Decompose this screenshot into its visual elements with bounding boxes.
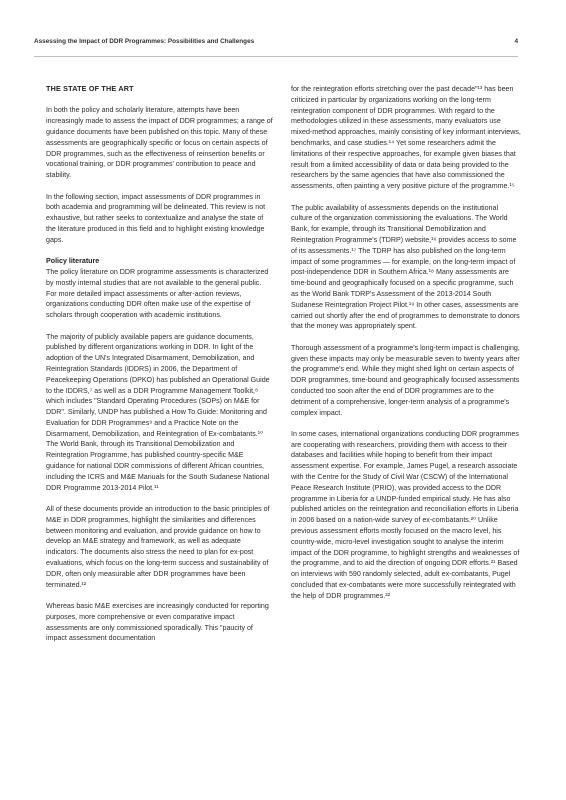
paragraph-public-availability: The public availability of assessments depends on the institutional culture of the organization commissioning the evaluations. The World Bank, for example, through its Transitional Demobilization and Reintegration Programme's (TDRP) website,¹⁶ provides access to some of its assessments.¹⁷ The TDRP has also published on the long-term impact of some programmes — for example, on the long-term impact of post-independence DDR in Southern Africa.¹⁸ Many assessments are time-bound and geographically focused on a specific programme, such as the World Bank TDRP's Assessment of the 2013-2014 South Sudanese Reintegration Project Pilot.¹⁹ In other cases, assessments are carried out shortly after the end of programmes to demonstrate to donors that the money was appropriately spent. bbox=[291, 203, 520, 331]
paragraph-me-principles: All of these documents provide an introduction to the basic principles of M&E in DDR programmes, highlight the similarities and differences between monitoring and evaluation, and provide guidance on how to develop an M&E strategy and framework, as well as adequate indicators. The documents also stress the need to plan for ex-post evaluations, which focus on the long-term success and sustainability of DDR, often only measurable after DDR programmes have been terminated.¹² bbox=[46, 505, 270, 589]
paragraph-section-overview: In the following section, impact assessments of DDR programmes in both academia and programming will be delineated. This review is not exhaustive, but rather seeks to contextualize and analyse the state of the literature produced in this field and to highlight existing knowledge gaps. bbox=[46, 192, 266, 244]
paragraph-policy-literature: The policy literature on DDR programme assessments is characterized by mostly internal studies that are not available to the general public. For more detailed impact assessments or after-action reviews, organizations conducting DDR often make use of the expertise of scholars through cooperation with academic institutions. bbox=[46, 267, 269, 320]
page-number: 4 bbox=[514, 38, 518, 45]
paragraph-reintegration-critique: for the reintegration efforts stretching over the past decade"¹³ has been criticized in particular by organizations working on the long-term reintegration component of DDR programmes. With regard to the methodologies utilized in these assessments, many evaluators use mixed-method approaches, mainly consisting of key informant interviews, benchmarks, and case studies.¹⁴ Yet some researchers admit the limitations of their respective approaches, for example given biases that result from a limited accessibility of data or data being provided to the researchers by the same agencies that have also commissioned the assessments, often painting a very positive picture of the programme.¹⁵ bbox=[291, 85, 521, 191]
running-title: Assessing the Impact of DDR Programmes: Possibilities and Challenges bbox=[34, 38, 255, 45]
paragraph-researcher-cooperation: In some cases, international organizations conducting DDR programmes are cooperating with researchers, providing them with access to their databases and facilities while hoping to benefit from their impact assessment expertise. For example, James Pugel, a research associate with the Centre for the Study of Civil War (CSCW) of the International Peace Research Institute (PRIO), was provided access to the DDR programme in Liberia for a UNDP-funded empirical study. He has also published articles on the reintegration and reconciliation efforts in Liberia in 2006 based on a nation-wide survey of ex-combatants.²⁰ Unlike previous assessment efforts mostly focused on the macro level, his country-wide, micro-level investigation sought to analyse the interim impact of the DDR programme, to highlight strengths and weaknesses of the programme, and to aid the direction of ongoing DDR efforts.²¹ Based on interviews with 590 randomly selected, adult ex-combatants, Pugel concluded that ex-combatants were more successfully reintegrated with the help of DDR programmes.²² bbox=[291, 429, 520, 600]
paragraph-intro: In both the policy and scholarly literature, attempts have been increasingly made to assess the impact of DDR programmes; a range of guidance documents have been published on this topic. Many of these assessments are geographically specific or focus on certain aspects of DDR programmes, such as the effectiveness of reinsertion benefits or vocational training, or DDR programmes' contribution to peace and stability. bbox=[46, 106, 273, 180]
section-heading: THE STATE OF THE ART bbox=[46, 84, 134, 93]
subheading-policy-literature: Policy literature bbox=[46, 257, 100, 266]
paragraph-long-term-impact: Thorough assessment of a programme's long-term impact is challenging, given these impacts may only be measurable seven to twenty years after the programme's end. While they might shed light on certain aspects of DDR programmes, time-bound and geographically focused assessments conducted too soon after the end of DDR programmes are to the detriment of a comprehensive, longer-term analysis of a programme's complex impact. bbox=[291, 343, 520, 417]
paragraph-impact-assessments: Whereas basic M&E exercises are increasingly conducted for reporting purposes, more comprehensive or even comparative impact assessments are only commissioned sporadically. This "paucity of impact assessment documentation bbox=[46, 602, 269, 643]
running-header bbox=[34, 38, 518, 45]
left-column bbox=[46, 84, 273, 644]
header-divider bbox=[34, 56, 518, 57]
right-column bbox=[291, 84, 521, 602]
paragraph-guidance-documents: The majority of publicly available papers are guidance documents, published by different organizations working in DDR. In light of the adoption of the UN's Integrated Disarmament, Demobilization, and Reintegration Standards (IDDRS) in 2006, the Department of Peacekeeping Operations (DPKO) has published an Operational Guide to the IDDRS,⁷ as well as a DDR Programme Management Toolkit,⁸ which includes "Standard Operating Procedures (SOPs) on M&E for DDR". Similarly, UNDP has published a How To Guide: Monitoring and Evaluation for DDR Programmes⁹ and a Practice Note on the Disarmament, Demobilization, and Reintegration of Ex-combatants.¹⁰ The World Bank, through its Transitional Demobilization and Reintegration Programme, has published country-specific M&E guidance for national DDR commissions of different African countries, including the ICRS and M&E Manuals for the South Sudanese National DDR Programme 2013-2014 Pilot.¹¹ bbox=[46, 332, 270, 492]
